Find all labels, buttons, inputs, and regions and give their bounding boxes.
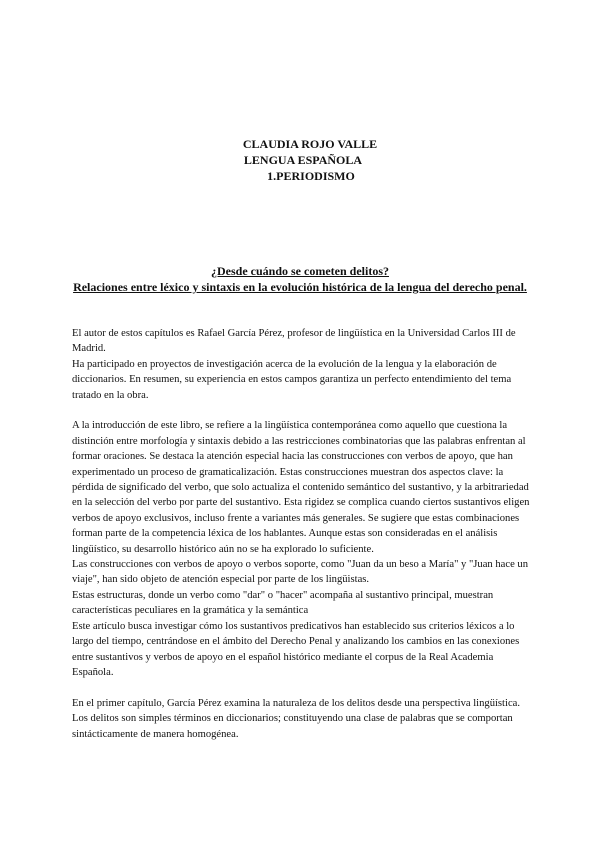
paragraph-spacer (72, 403, 530, 418)
paragraph-support-verbs: Las construcciones con verbos de apoyo o verbos soporte, como "Juan da un beso a María" y "Juan hace un viaje", han sido objeto de atención especial por parte de los lingüistas. (72, 559, 529, 586)
paragraph-structures: Estas estructuras, donde un verbo como "dar" o "hacer" acompaña al sustantivo principal, muestran características peculiares en la gramática y la semántica (72, 589, 494, 617)
paragraph-first-chapter: En el primer capítulo, García Pérez examina la naturaleza de los delitos desde una perspectiva lingüística. Los delitos son simples términos en diccionarios; constituyendo una clase de palabras que se comportan sintácticamente de manera homogénea. (72, 697, 520, 740)
paragraph-experience: Ha participado en proyectos de investigación acerca de la evolución de la lengua y la elaboración de diccionarios. En resumen, su experiencia en estos campos garantiza un perfecto entendimiento del tema tratado en la obra. (72, 358, 512, 401)
paragraph-spacer (72, 680, 530, 695)
subject-name: LENGUA ESPAÑOLA (243, 153, 363, 167)
course-name: 1.PERIODISMO (267, 169, 355, 183)
author-name: CLAUDIA ROJO VALLE (242, 137, 378, 151)
document-title (72, 264, 528, 295)
title-subtitle: Relaciones entre léxico y sintaxis en la evolución histórica de la lengua del derecho penal. (73, 279, 527, 294)
paragraph-introduction: A la introducción de este libro, se refiere a la lingüística contemporánea como aquello que cuestiona la distinción entre morfología y sintaxis debido a las restricciones combinatorias que las palabras enfrentan al formar oraciones. Se destaca la atención especial hacia las construcciones con verbos de apoyo, que han experimentado un proceso de gramaticalización. Estas construcciones muestran dos aspectos clave: la pérdida de significado del verbo, que solo actualiza el contenido semántico del sustantivo, y la arbitrariedad en la selección del verbo por parte del sustantivo. Esta rigidez se complica cuando ciertos sustantivos eligen verbos de apoyo exclusivos, incluso frente a variantes más generales. Se sugiere que estas combinaciones forman parte de la competencia léxica de los hablantes. Aunque estas son consideradas en el análisis lingüístico, su desarrollo histórico aún no se ha explorado lo suficiente. (72, 420, 530, 555)
paragraph-article-goal: Este artículo busca investigar cómo los sustantivos predicativos han establecido sus criterios léxicos a lo largo del tiempo, centrándose en el ámbito del Derecho Penal y analizando los cambios en las conexiones entre sustantivos y verbos de apoyo en el español histórico mediante el corpus de la Real Academia Española. (72, 620, 520, 678)
document-body (72, 326, 530, 742)
title-question: ¿Desde cuándo se cometen delitos? (211, 264, 389, 278)
paragraph-author: El autor de estos capítulos es Rafael García Pérez, profesor de lingüística en la Universidad Carlos III de Madrid. (72, 328, 516, 355)
document-header (0, 136, 600, 184)
